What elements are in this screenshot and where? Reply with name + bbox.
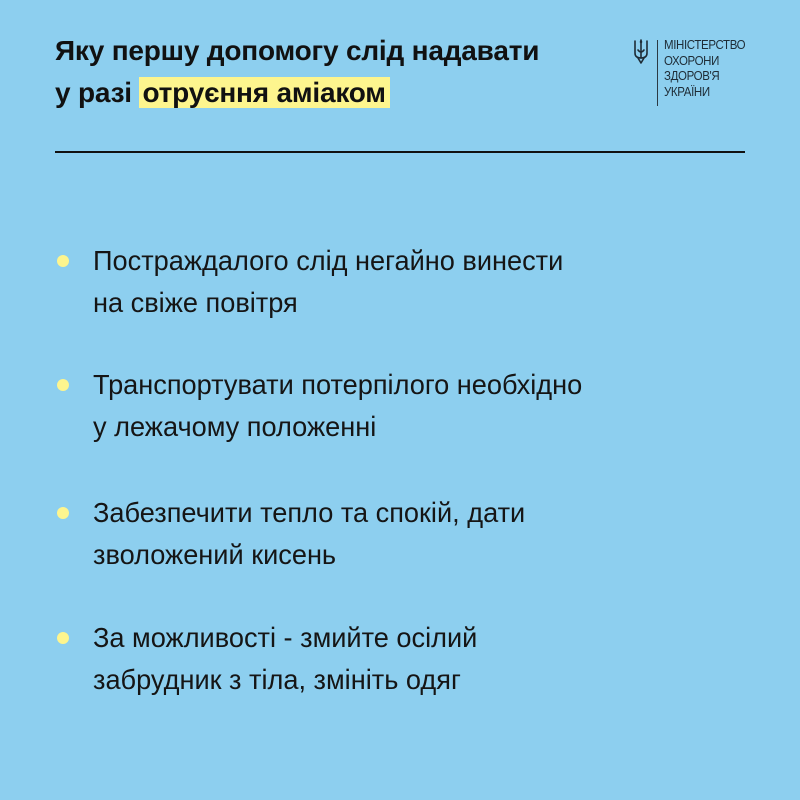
page-title: [55, 30, 595, 114]
ministry-name-line: УКРАЇНИ: [664, 84, 710, 99]
trident-icon: [632, 38, 650, 64]
ministry-name-line: ОХОРОНИ: [664, 53, 720, 68]
title-line-1: Яку першу допомогу слід надавати: [55, 35, 540, 66]
title-line-2: [55, 72, 595, 114]
list-item: [55, 364, 755, 444]
ministry-name-line: МІНІСТЕРСТВО: [664, 38, 746, 52]
list-item-line: зволожений кисень: [93, 539, 337, 570]
logo-divider: [657, 40, 658, 106]
title-highlight: отруєння аміаком: [139, 77, 389, 108]
list-item: [55, 492, 755, 572]
list-item-line: Транспортувати потерпілого необхідно: [93, 369, 583, 400]
list-item-text: [93, 617, 714, 701]
list-item: [55, 617, 755, 697]
list-item-text: [93, 364, 714, 448]
list-item-line: За можливості - змийте осілий: [93, 622, 478, 653]
list-item-line: у лежачому положенні: [93, 411, 377, 442]
bullet-dot: [57, 632, 69, 644]
ministry-name-line: ЗДОРОВ'Я: [664, 69, 720, 83]
title-prefix: у разі: [55, 77, 140, 108]
ministry-logo: [632, 38, 752, 108]
bullet-dot: [57, 507, 69, 519]
list-item-line: на свіже повітря: [93, 287, 298, 318]
list-item-line: Забезпечити тепло та спокій, дати: [93, 497, 526, 528]
list-item-line: Постраждалого слід негайно винести: [93, 245, 564, 276]
bullet-dot: [57, 379, 69, 391]
list-item-text: [93, 240, 714, 324]
header-divider: [55, 151, 745, 153]
bullet-dot: [57, 255, 69, 267]
list-item-text: [93, 492, 714, 576]
ministry-name: [664, 38, 745, 100]
list-item-line: забрудник з тіла, змініть одяг: [93, 664, 461, 695]
list-item: [55, 240, 755, 320]
